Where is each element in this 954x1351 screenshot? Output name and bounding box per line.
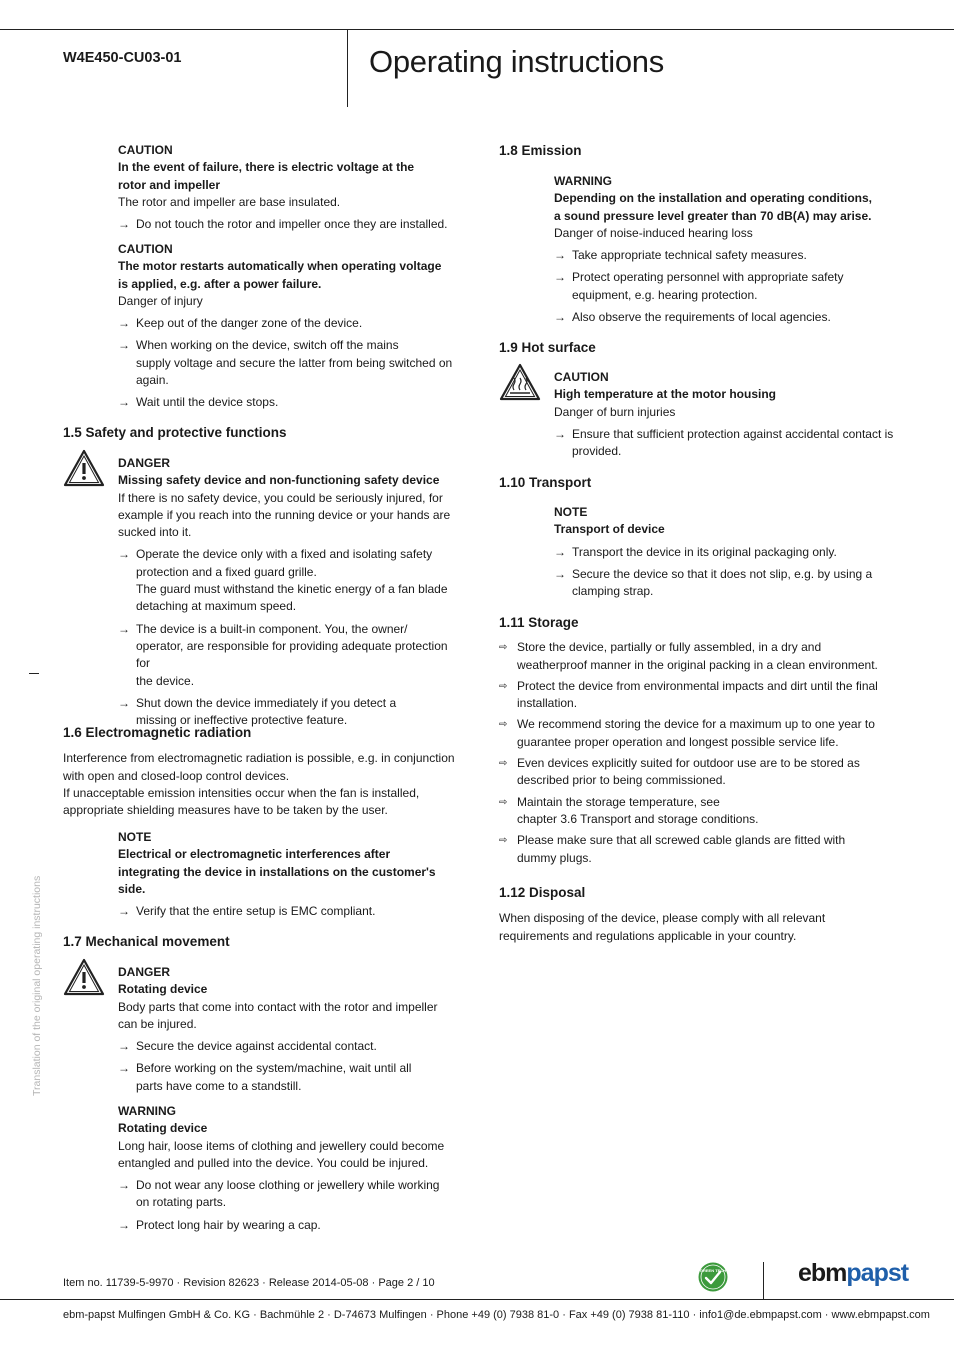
margin-tick bbox=[29, 673, 39, 674]
hazard-text: example if you reach into the running device or your hands are bbox=[118, 507, 451, 522]
instruction-item: → Protect operating personnel with appropriate safety equipment, e.g. hearing protection. bbox=[554, 270, 844, 302]
hazard-heading: Electrical or electromagnetic interferences after bbox=[118, 847, 391, 862]
hazard-heading: Depending on the installation and operating conditions, bbox=[554, 191, 872, 206]
instruction-item: → Take appropriate technical safety measures. bbox=[554, 248, 807, 263]
instruction-item: → Secure the device so that it does not slip, e.g. by using a clamping strap. bbox=[554, 566, 873, 599]
hazard-level: CAUTION bbox=[118, 242, 173, 256]
hazard-level: DANGER bbox=[118, 965, 171, 979]
section-title: 1.5 Safety and protective functions bbox=[63, 425, 287, 440]
hazard-text: entangled and pulled into the device. You could be injured. bbox=[118, 1155, 429, 1170]
danger-safety-device bbox=[118, 455, 463, 729]
list-item: ⇨ Store the device, partially or fully assembled, in a dry and weatherproof manner in the original packing in a clean environment. bbox=[499, 640, 878, 672]
hazard-heading: Transport of device bbox=[554, 522, 665, 537]
hazard-level: NOTE bbox=[118, 830, 152, 844]
list-item: ⇨ We recommend storing the device for a maximum up to one year to guarantee proper operation and longest possible service life. bbox=[499, 717, 875, 749]
instruction-item: → Before working on the system/machine, wait until all parts have come to a standstill. bbox=[118, 1061, 412, 1093]
model-number: W4E450-CU03-01 bbox=[63, 50, 182, 66]
hazard-level: DANGER bbox=[118, 456, 171, 470]
instruction-item: → Wait until the device stops. bbox=[118, 395, 279, 410]
footer-rule bbox=[0, 1299, 954, 1300]
instruction-item: → Keep out of the danger zone of the device. bbox=[118, 316, 363, 331]
hazard-heading: Rotating device bbox=[118, 1121, 208, 1136]
hazard-text: If there is no safety device, you could be seriously injured, for bbox=[118, 490, 443, 505]
hazard-level: NOTE bbox=[554, 505, 588, 519]
hazard-text: Danger of injury bbox=[118, 293, 203, 308]
footer-divider bbox=[763, 1262, 764, 1299]
hot-surface-icon bbox=[499, 363, 541, 401]
section-title: 1.7 Mechanical movement bbox=[63, 934, 230, 949]
instruction-item: → When working on the device, switch off the mains supply voltage and secure the latter from being switched on again. bbox=[118, 338, 453, 388]
section-1-11 bbox=[499, 614, 899, 867]
section-1-6 bbox=[63, 724, 463, 819]
instruction-item: → Transport the device in its original packaging only. bbox=[554, 544, 837, 559]
instruction-item: → Shut down the device immediately if you detect a missing or ineffective protective feature. bbox=[118, 695, 397, 728]
caution-electric-voltage bbox=[118, 142, 463, 233]
caution-hot-surface bbox=[554, 369, 899, 460]
hazard-text: Danger of burn injuries bbox=[554, 404, 676, 419]
body-text: requirements and regulations applicable in your country. bbox=[499, 928, 797, 943]
body-text: Interference from electromagnetic radiation is possible, e.g. in conjunction bbox=[63, 751, 455, 766]
instruction-item: → Do not wear any loose clothing or jewellery while working on rotating parts. bbox=[118, 1178, 440, 1210]
svg-text:GREEN TECH: GREEN TECH bbox=[699, 1268, 727, 1273]
hazard-heading: In the event of failure, there is electric voltage at the bbox=[118, 160, 415, 175]
warning-triangle-icon bbox=[63, 449, 105, 487]
hazard-level: WARNING bbox=[554, 174, 612, 188]
instruction-item: → Also observe the requirements of local agencies. bbox=[554, 310, 831, 325]
body-text: with open and closed-loop control devices. bbox=[63, 768, 290, 783]
note-emc bbox=[118, 829, 463, 920]
hazard-text: can be injured. bbox=[118, 1016, 197, 1031]
note-transport bbox=[554, 504, 899, 600]
section-title: 1.12 Disposal bbox=[499, 885, 586, 900]
hazard-text: sucked into it. bbox=[118, 525, 192, 540]
hazard-text: Long hair, loose items of clothing and jewellery could become bbox=[118, 1138, 445, 1153]
section-title: 1.10 Transport bbox=[499, 475, 592, 490]
section-title: 1.8 Emission bbox=[499, 143, 582, 158]
hazard-heading: High temperature at the motor housing bbox=[554, 387, 777, 402]
section-title: 1.11 Storage bbox=[499, 615, 579, 630]
section-1-8-heading bbox=[499, 142, 899, 159]
page-title: Operating instructions bbox=[369, 44, 664, 79]
header-top-rule bbox=[0, 29, 954, 30]
hazard-heading: Missing safety device and non-functioning safety device bbox=[118, 473, 440, 488]
section-1-9-heading bbox=[499, 339, 899, 356]
hazard-text: Body parts that come into contact with the rotor and impeller bbox=[118, 999, 438, 1014]
instruction-item: → Secure the device against accidental contact. bbox=[118, 1039, 377, 1054]
hazard-heading: The motor restarts automatically when operating voltage bbox=[118, 259, 442, 274]
warning-triangle-icon bbox=[63, 958, 105, 996]
hazard-heading: rotor and impeller bbox=[118, 177, 221, 192]
side-note: Translation of the original operating instructions bbox=[31, 875, 43, 1096]
instruction-item: → Verify that the entire setup is EMC compliant. bbox=[118, 904, 376, 919]
instruction-item: → Do not touch the rotor and impeller once they are installed. bbox=[118, 217, 448, 232]
instruction-item: → Protect long hair by wearing a cap. bbox=[118, 1217, 321, 1232]
hazard-heading: a sound pressure level greater than 70 dB(A) may arise. bbox=[554, 208, 872, 223]
list-item: ⇨ Please make sure that all screwed cable glands are fitted with dummy plugs. bbox=[499, 833, 846, 865]
hazard-text: Danger of noise-induced hearing loss bbox=[554, 225, 753, 240]
section-1-7-heading bbox=[63, 933, 463, 950]
company-info: ebm-papst Mulfingen GmbH & Co. KG · Bachmühle 2 · D-74673 Mulfingen · Phone +49 (0) 7938 81-0 · Fax +49 (0) 7938 81-110 · info1@de.ebmpapst.com · www.ebmpapst.com bbox=[63, 1309, 930, 1321]
section-1-5-heading bbox=[63, 424, 463, 441]
hazard-heading: integrating the device in installations on the customer's bbox=[118, 864, 436, 879]
list-item: ⇨ Protect the device from environmental impacts and dirt until the final installation. bbox=[499, 678, 878, 711]
instruction-item: → The device is a built-in component. You, the owner/ operator, are responsible for providing adequate protection for the device. bbox=[118, 621, 448, 688]
hazard-heading: Rotating device bbox=[118, 982, 208, 997]
warning-emission bbox=[554, 173, 899, 326]
header-divider bbox=[347, 29, 348, 107]
body-text: appropriate shielding measures have to be taken by the user. bbox=[63, 803, 388, 818]
section-1-10-heading bbox=[499, 474, 899, 491]
instruction-item: → Operate the device only with a fixed and isolating safety protection and a fixed guard grille. The guard must withstand the kinetic energy of a fan blade detaching at maximum speed. bbox=[118, 547, 448, 614]
ebmpapst-logo: ebmpapst bbox=[798, 1259, 909, 1287]
hazard-level: WARNING bbox=[118, 1104, 176, 1118]
instruction-item: → Ensure that sufficient protection against accidental contact is provided. bbox=[554, 426, 894, 459]
section-1-12 bbox=[499, 884, 899, 945]
hazard-heading: side. bbox=[118, 881, 146, 896]
body-text: If unacceptable emission intensities occur when the fan is installed, bbox=[63, 785, 420, 800]
greentech-badge-icon bbox=[697, 1261, 729, 1293]
list-item: ⇨ Maintain the storage temperature, see chapter 3.6 Transport and storage conditions. bbox=[499, 794, 759, 826]
hazard-text: The rotor and impeller are base insulated. bbox=[118, 194, 341, 209]
section-title: 1.6 Electromagnetic radiation bbox=[63, 725, 252, 740]
hazard-level: CAUTION bbox=[118, 143, 173, 157]
hazard-heading: is applied, e.g. after a power failure. bbox=[118, 276, 322, 291]
section-title: 1.9 Hot surface bbox=[499, 340, 596, 355]
list-item: ⇨ Even devices explicitly suited for outdoor use are to be stored as described prior to being commissioned. bbox=[499, 756, 860, 788]
warning-rotating-device bbox=[118, 1103, 463, 1234]
body-text: When disposing of the device, please comply with all relevant bbox=[499, 911, 826, 926]
item-info: Item no. 11739-5-9970 · Revision 82623 · Release 2014-05-08 · Page 2 / 10 bbox=[63, 1277, 435, 1289]
hazard-level: CAUTION bbox=[554, 370, 609, 384]
danger-rotating-device bbox=[118, 964, 463, 1095]
caution-motor-restart bbox=[118, 241, 463, 412]
